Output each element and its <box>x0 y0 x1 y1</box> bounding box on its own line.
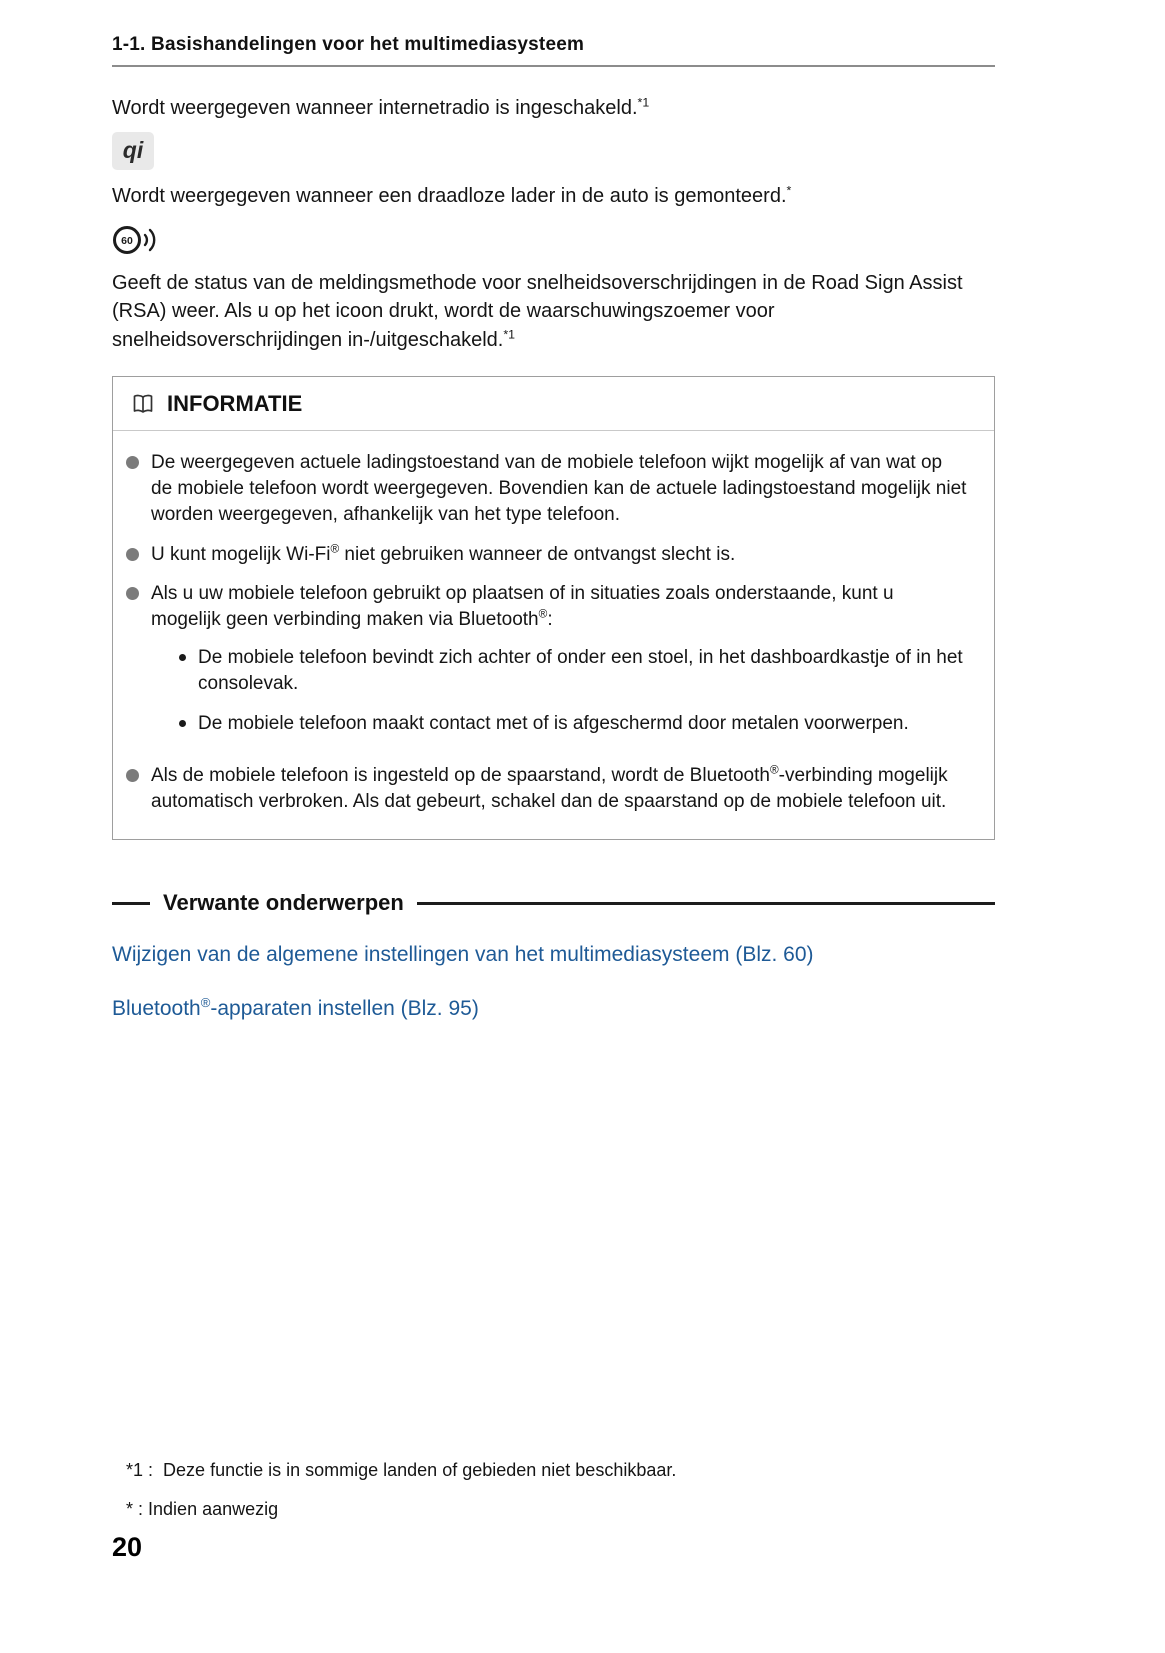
information-box-header <box>113 377 994 431</box>
information-box-body <box>113 431 994 839</box>
speed-limit-sound-icon <box>112 221 164 259</box>
header-divider <box>112 65 995 67</box>
paragraph-internetradio <box>112 94 995 122</box>
related-link-general-settings[interactable] <box>112 940 972 969</box>
link-text: Wijzigen van de algemene instellingen van het multimediasysteem (Blz. 60) <box>112 943 814 967</box>
book-icon <box>131 392 155 416</box>
sub-bullet-text: De mobiele telefoon maakt contact met of is afgeschermd door metalen voorwerpen. <box>198 712 909 734</box>
footnote-ref: *1 <box>637 95 650 110</box>
footnote-ref: * <box>786 183 792 198</box>
footnote-text: Indien aanwezig <box>148 1499 279 1520</box>
sub-bullet-list <box>179 645 968 737</box>
chapter-title: 1-1. Basishandelingen voor het multimediasysteem <box>112 34 585 55</box>
info-bullet <box>126 450 968 529</box>
bullet-segment: -verbinding mogelijk automatisch verbroken. Als dat gebeurt, schakel dan de spaarstand op de mobiele telefoon uit. <box>151 764 948 813</box>
bullet-segment: Als de mobiele telefoon is ingesteld op de spaarstand, wordt de Bluetooth <box>151 764 770 786</box>
information-box <box>112 376 995 840</box>
link-text: Bluetooth <box>112 996 201 1020</box>
sub-bullet-text: De mobiele telefoon bevindt zich achter of onder een stoel, in het dashboardkastje of in het consolevak. <box>198 647 963 695</box>
footnote-marker: * : <box>126 1499 144 1520</box>
footnote <box>126 1497 676 1521</box>
bullet-icon <box>126 769 139 782</box>
bullet-text <box>151 450 968 529</box>
footnote <box>126 1458 676 1482</box>
bullet-icon <box>126 456 139 469</box>
page-number: 20 <box>112 1532 143 1562</box>
footnote-ref: *1 <box>503 326 516 341</box>
footnotes <box>126 1458 676 1537</box>
qi-wireless-charging-icon <box>112 132 154 170</box>
sub-bullet <box>179 711 968 737</box>
bullet-text <box>151 763 968 815</box>
paragraph-text: Wordt weergegeven wanneer een draadloze lader in de auto is gemonteerd. <box>112 185 787 208</box>
link-text: -apparaten instellen (Blz. 95) <box>210 996 479 1020</box>
rsa-speed-warning-icon <box>112 221 164 259</box>
info-bullet <box>126 581 968 750</box>
bullet-segment: De weergegeven actuele ladingstoestand van de mobiele telefoon wijkt mogelijk af van wat op de mobiele telefoon wordt weergegeven. Bovendien kan de actuele ladingstoestand mogelijk niet worden weergegeven, afhankelijk van het type telefoon. <box>151 451 967 526</box>
sub-bullet <box>179 645 968 697</box>
bullet-segment: Als u uw mobiele telefoon gebruikt op plaatsen of in situaties zoals onderstaande, kunt u mogelijk geen verbinding maken via Bluetooth <box>151 582 894 631</box>
speed-limit-value: 60 <box>121 234 133 247</box>
sub-bullet-icon <box>179 720 186 727</box>
bullet-text <box>151 542 735 568</box>
bullet-icon <box>126 548 139 561</box>
bullet-segment: niet gebruiken wanneer de ontvangst slecht is. <box>339 543 736 565</box>
qi-glyph: qi <box>122 136 144 163</box>
registered-mark: ® <box>538 607 548 621</box>
related-line-left <box>112 902 150 905</box>
registered-mark: ® <box>200 994 211 1010</box>
bullet-segment: U kunt mogelijk Wi-Fi <box>151 543 331 565</box>
info-title: INFORMATIE <box>167 390 303 416</box>
paragraph-draadloze-lader <box>112 182 995 210</box>
sub-bullet-icon <box>179 654 186 661</box>
related-topics-header <box>112 890 995 916</box>
footnote-marker: *1 : <box>126 1460 154 1480</box>
bullet-icon <box>126 587 139 600</box>
footnote-text: Deze functie is in sommige landen of gebieden niet beschikbaar. <box>163 1460 677 1480</box>
registered-mark: ® <box>769 763 779 777</box>
paragraph-text: Wordt weergegeven wanneer internetradio is ingeschakeld. <box>112 97 638 119</box>
related-link-bluetooth-devices[interactable] <box>112 994 972 1023</box>
related-topics-title: Verwante onderwerpen <box>163 890 404 916</box>
bullet-segment: : <box>547 609 553 631</box>
info-bullet <box>126 763 968 815</box>
paragraph-rsa <box>112 269 995 354</box>
paragraph-text: Geeft de status van de meldingsmethode voor snelheidsoverschrijdingen in de Road Sign Assist (RSA) weer. Als u op het icoon drukt, wordt de waarschuwingszoemer voor snelheidsoverschrijdingen in-/uitgeschakeld. <box>112 271 963 351</box>
info-bullet <box>126 542 968 568</box>
bullet-text <box>151 581 968 633</box>
registered-mark: ® <box>330 542 340 556</box>
related-line-right <box>417 902 995 905</box>
